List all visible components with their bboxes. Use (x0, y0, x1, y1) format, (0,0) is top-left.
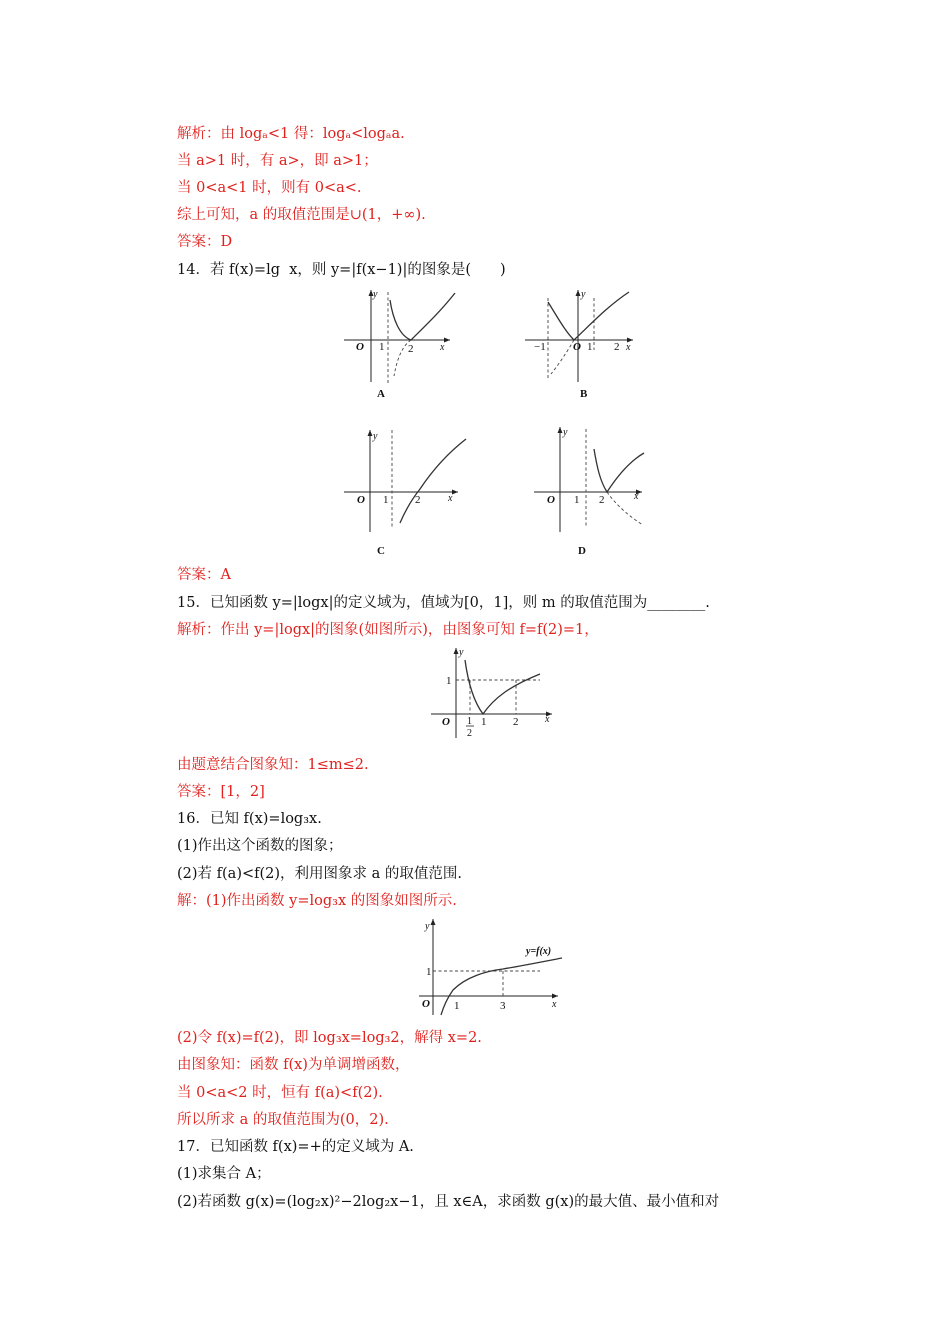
axis-label: x (634, 491, 639, 502)
axis-label: y (373, 289, 378, 300)
axis-label: x (440, 342, 445, 353)
solution-line: 当 a>1 时，有 a>，即 a>1； (177, 153, 378, 169)
tick-label: 1 (574, 494, 580, 506)
tick-label: 2 (599, 494, 605, 506)
tick-label: 1 (383, 494, 389, 506)
question-15: 15．已知函数 y=|logx|的定义域为，值域为[0，1]，则 m 的取值范围为________. (177, 595, 710, 611)
tick-label: 2 (408, 343, 414, 355)
graph-option-d (530, 425, 660, 560)
axis-label: y (459, 647, 464, 658)
tick-label: 1 (481, 716, 487, 728)
question-16: 16．已知 f(x)=log₃x. (177, 811, 322, 827)
origin-label: O (357, 494, 365, 506)
tick-label: 1 (446, 675, 452, 687)
graph-q15 (428, 646, 558, 741)
tick-label: 2 (513, 716, 519, 728)
answer-line: 答案：A (177, 567, 231, 583)
origin-label: O (573, 341, 581, 353)
option-caption: A (377, 388, 385, 400)
graph-option-a (340, 288, 460, 398)
solution-line: (2)令 f(x)=f(2)，即 log₃x=log₃2，解得 x=2. (177, 1030, 482, 1046)
axis-label: y (581, 289, 586, 300)
solution-line: 当 0<a<1 时，则有 0<a<. (177, 180, 362, 196)
solution-line: 解析：由 logₐ<1 得：logₐ<logₐa. (177, 126, 405, 142)
origin-label: O (547, 494, 555, 506)
tick-label: 1 (426, 966, 432, 978)
axis-label: x (626, 342, 631, 353)
graph-option-b (523, 288, 643, 398)
tick-label: 1 (454, 1000, 460, 1012)
option-caption: C (377, 545, 385, 557)
graph-option-c (340, 427, 470, 562)
solution-line: 由图象知：函数 f(x)为单调增函数， (177, 1057, 410, 1073)
question-line: (1)求集合 A； (177, 1166, 271, 1182)
solution-line: 当 0<a<2 时，恒有 f(a)<f(2). (177, 1085, 383, 1101)
tick-label: 2 (614, 341, 620, 353)
solution-line: 解析：作出 y=|logx|的图象(如图所示)，由图象可知 f=f(2)=1， (177, 622, 599, 638)
tick-label: 1 (587, 341, 593, 353)
tick-label: 1 (467, 716, 472, 727)
origin-label: O (442, 716, 450, 728)
solution-line: 综上可知，a 的取值范围是∪(1，+∞). (177, 207, 426, 223)
option-caption: D (578, 545, 586, 557)
solution-line: 由题意结合图象知：1≤m≤2. (177, 757, 369, 773)
tick-label: 1 (379, 341, 385, 353)
origin-label: O (422, 998, 430, 1010)
question-17: 17．已知函数 f(x)=+的定义域为 A. (177, 1139, 414, 1155)
solution-line: 所以所求 a 的取值范围为(0，2). (177, 1112, 389, 1128)
origin-label: O (356, 341, 364, 353)
axis-label: x (552, 999, 557, 1010)
axis-label: x (448, 493, 453, 504)
tick-label: 2 (467, 728, 472, 739)
tick-label: 2 (415, 494, 421, 506)
question-line: (2)若 f(a)<f(2)，利用图象求 a 的取值范围. (177, 866, 463, 882)
question-line: (1)作出这个函数的图象； (177, 838, 343, 854)
question-line: (2)若函数 g(x)=(log₂x)²−2log₂x−1，且 x∈A，求函数 g(x)的最大值、最小值和对 (177, 1194, 720, 1210)
solution-line: 解：(1)作出函数 y=log₃x 的图象如图所示. (177, 893, 457, 909)
answer-line: 答案：[1，2] (177, 784, 265, 800)
axis-label: y (425, 921, 430, 932)
axis-label: y (563, 427, 568, 438)
axis-label: y (373, 431, 378, 442)
curve-label: y=f(x) (526, 946, 552, 957)
option-caption: B (580, 388, 588, 400)
graph-q16 (416, 917, 566, 1017)
question-14: 14．若 f(x)=lg x，则 y=|f(x−1)|的图象是( ) (177, 262, 506, 278)
answer-line: 答案：D (177, 234, 233, 250)
tick-label: −1 (534, 341, 546, 353)
tick-label: 3 (500, 1000, 506, 1012)
axis-label: x (545, 714, 550, 725)
